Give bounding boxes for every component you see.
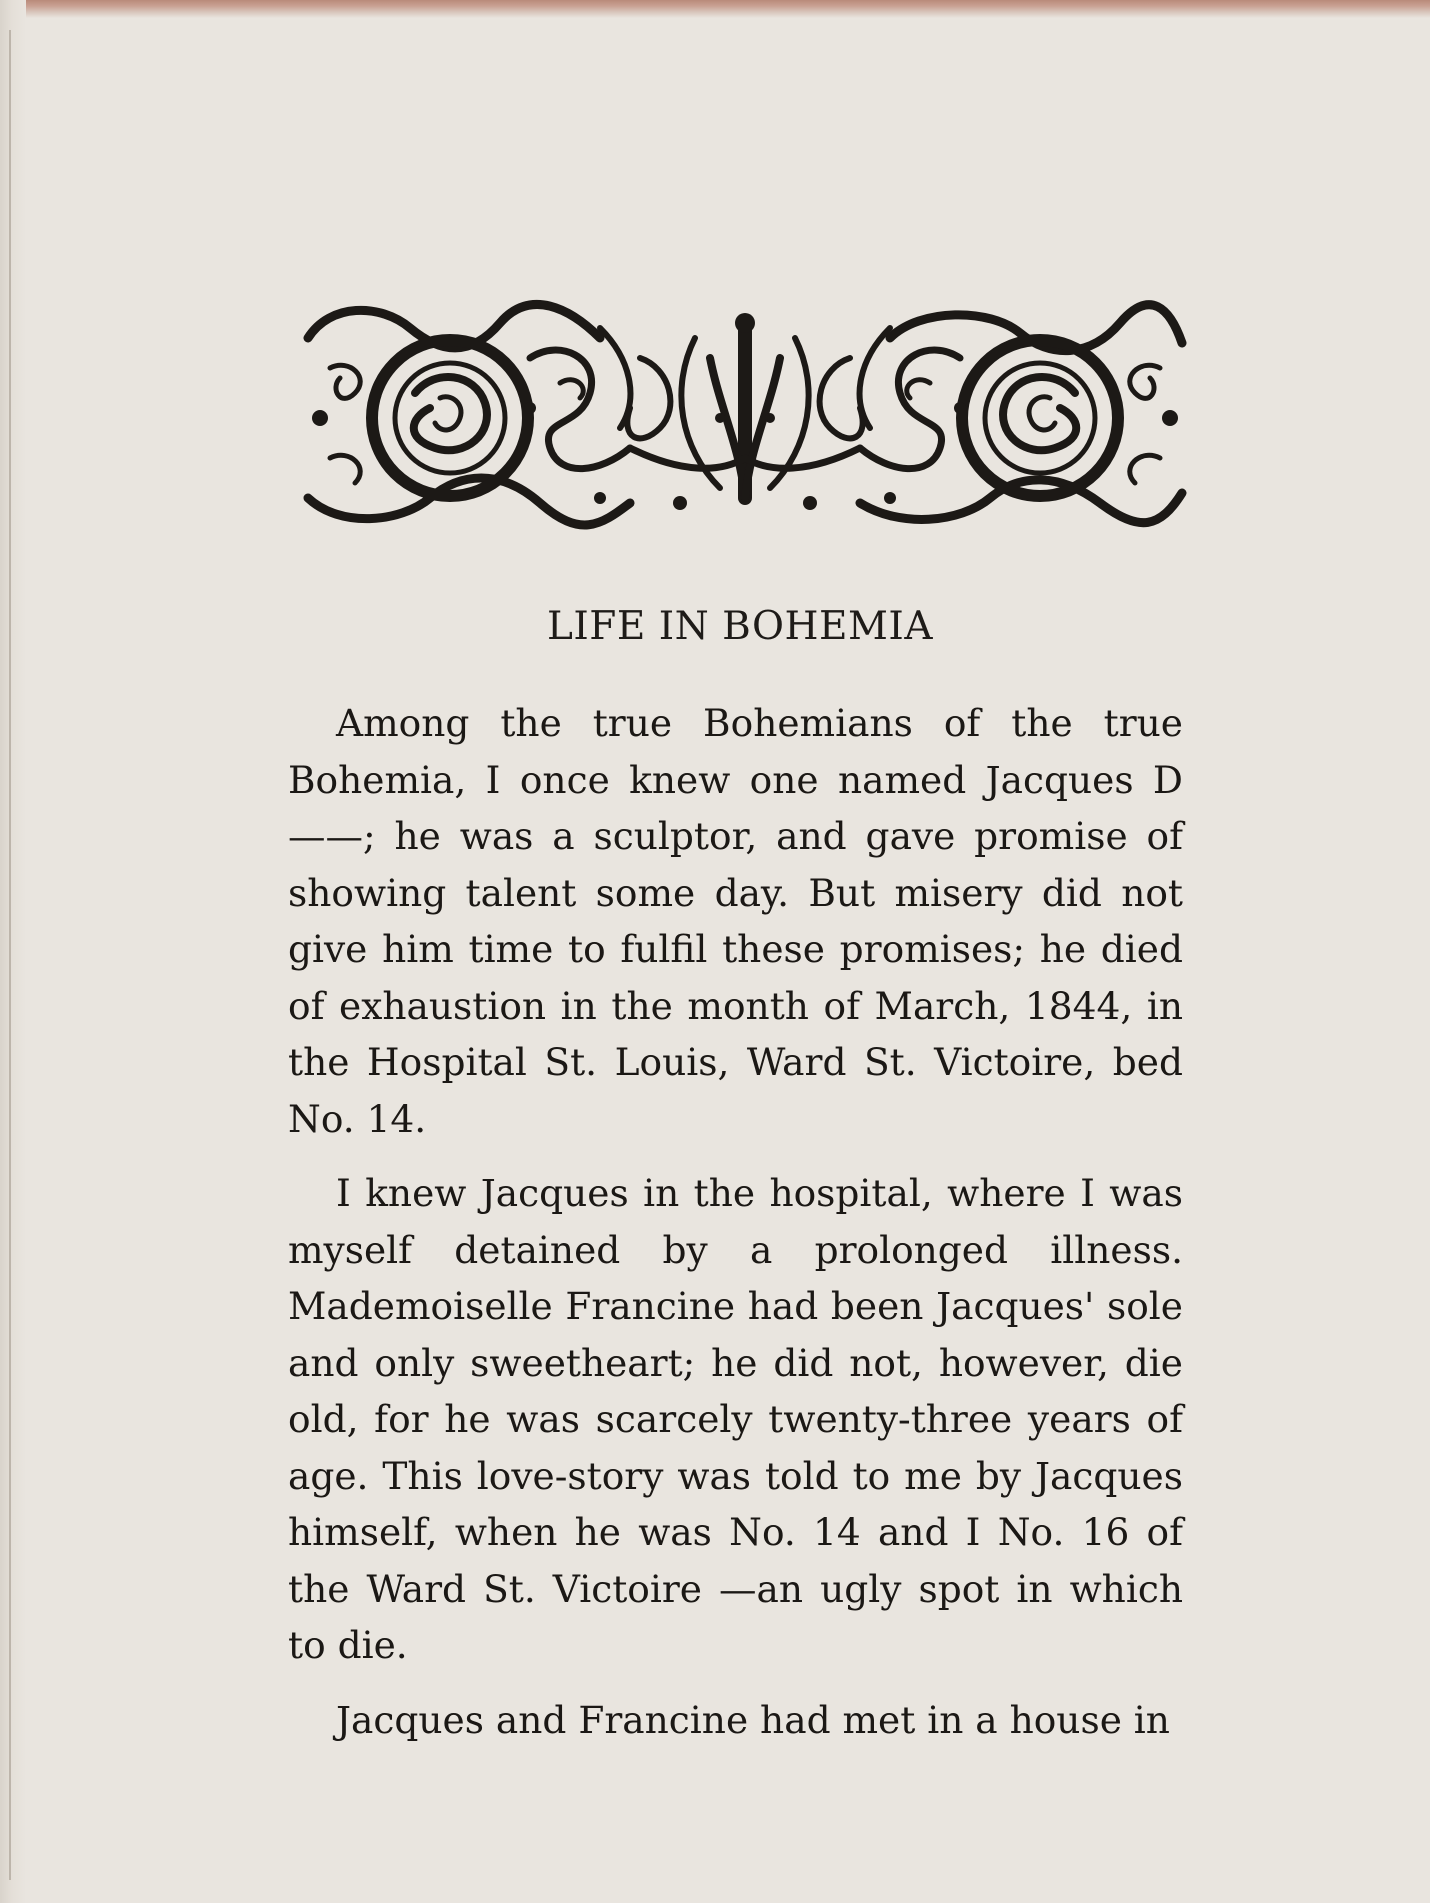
paragraph: I knew Jacques in the hospital, where I was myself detained by a prolonged illness. Mademoiselle Francine had been Jacques' sole and only sweetheart; he did not, however, die old, for he was scarcely twenty-three years of age. This love-story was told to me by Jacques himself, when he was No. 14 and I No. 16 of the Ward St. Victoire —an ugly spot in which to die. — [288, 1171, 1183, 1667]
chapter-title: LIFE IN BOHEMIA — [547, 604, 933, 649]
spine-shadow — [0, 0, 26, 1903]
body-text — [288, 695, 1183, 1766]
page-top-edge — [0, 0, 1430, 18]
spine-line — [9, 30, 11, 1880]
paragraph: Jacques and Francine had met in a house in — [336, 1697, 1170, 1742]
paragraph: Among the true Bohemians of the true Bohemia, I once knew one named Jacques D——; he was a sculptor, and gave promise of showing talent some day. But misery did not give him time to fulfil these promises; he died of exhaustion in the month of March, 1844, in the Hospital St. Louis, Ward St. Victoire, bed No. 14. — [288, 701, 1183, 1141]
floral-headpiece-ornament-icon — [300, 298, 1190, 530]
